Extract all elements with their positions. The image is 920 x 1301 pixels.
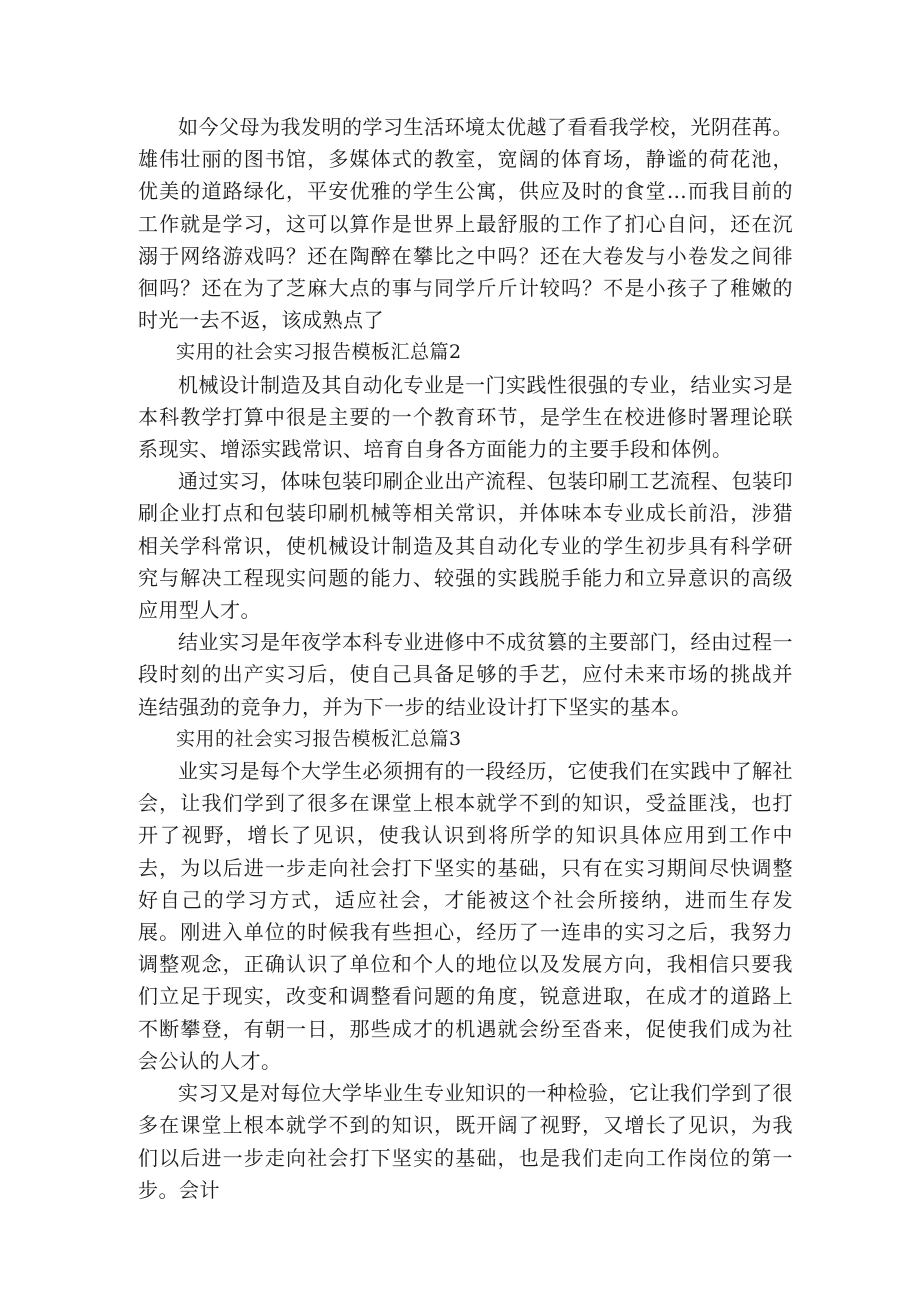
paragraph: 业实习是每个大学生必须拥有的一段经历，它使我们在实践中了解社会，让我们学到了很多在课堂上根本就学不到的知识，受益匪浅，也打开了视野，增长了见识，使我认识到将所学的知识具体应用到工作中去，为以后进一步走向社会打下坚实的基础，只有在实习期间尽快调整好自己的学习方式，适应社会，才能被这个社会所接纳，进而生存发展。刚进入单位的时候我有些担心，经历了一连串的实习之后，我努力调整观念，正确认识了单位和个人的地位以及发展方向，我相信只要我们立足于现实，改变和调整看问题的角度，锐意进取，在成才的道路上不断攀登，有朝一日，那些成才的机遇就会纷至沓来，促使我们成为社会公认的人才。: [138, 759, 793, 1073]
document-page: [138, 111, 793, 1206]
paragraph: 实习又是对每位大学毕业生专业知识的一种检验，它让我们学到了很多在课堂上根本就学不到的知识，既开阔了视野，又增长了见识，为我们以后进一步走向社会打下坚实的基础，也是我们走向工作岗位的第一步。会计: [138, 1081, 793, 1202]
section-heading-3: 实用的社会实习报告模板汇总篇3: [176, 727, 462, 750]
section-heading-2: 实用的社会实习报告模板汇总篇2: [176, 341, 462, 364]
paragraph: 通过实习，体味包装印刷企业出产流程、包装印刷工艺流程、包装印刷企业打点和包装印刷机械等相关常识，并体味本专业成长前沿，涉猎相关学科常识，使机械设计制造及其自动化专业的学生初步具有科学研究与解决工程现实问题的能力、较强的实践脱手能力和立异意识的高级应用型人才。: [138, 469, 793, 623]
paragraph-intro: 如今父母为我发明的学习生活环境太优越了看看我学校，光阴荏苒。雄伟壮丽的图书馆，多媒体式的教室，宽阔的体育场，静谧的荷花池，优美的道路绿化，平安优雅的学生公寓，供应及时的食堂…而我目前的工作就是学习，这可以算作是世界上最舒服的工作了扪心自问，还在沉溺于网络游戏吗？还在陶醉在攀比之中吗？还在大卷发与小卷发之间徘徊吗？还在为了芝麻大点的事与同学斤斤计较吗？不是小孩子了稚嫩的时光一去不返，该成熟点了: [138, 115, 793, 333]
paragraph: 结业实习是年夜学本科专业进修中不成贫篡的主要部门，经由过程一段时刻的出产实习后，使自己具备足够的手艺，应付未来市场的挑战并连结强劲的竞争力，并为下一步的结业设计打下坚实的基本。: [138, 630, 793, 719]
paragraph: 机械设计制造及其自动化专业是一门实践性很强的专业，结业实习是本科教学打算中很是主要的一个教育环节，是学生在校进修时署理论联系现实、增添实践常识、培育自身各方面能力的主要手段和体例。: [138, 372, 793, 462]
